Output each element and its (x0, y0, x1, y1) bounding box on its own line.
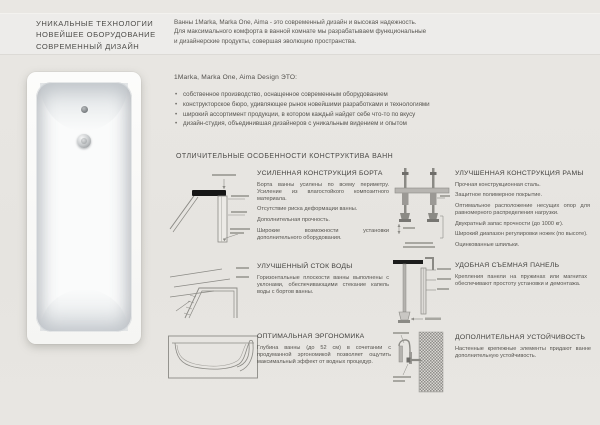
bathtub-photo (27, 72, 141, 344)
feature-text: Оцинкованные шпильки. (455, 242, 520, 249)
section-title: ОТЛИЧИТЕЛЬНЫЕ ОСОБЕННОСТИ КОНСТРУКТИВА ВАНН (176, 153, 394, 160)
list-item: • широкий ассортимент продукции, в котором каждый найдет себе что-то по вкусу (174, 110, 484, 120)
feature-title: УСИЛЕННАЯ КОНСТРУКЦИЯ БОРТА (257, 170, 383, 177)
header-left-line: СОВРЕМЕННЫЙ ДИЗАЙН (36, 41, 140, 51)
brand-intro-list (174, 90, 484, 129)
removable-panel-diagram (391, 256, 453, 330)
list-item: • дизайн-студия, объединившая дизайнеров с уникальным видением и опытом (174, 119, 484, 129)
feature-removable-panel (455, 262, 587, 291)
feature-reinforced-edge (257, 170, 389, 246)
feature-text: Крепления панели на пружинах или магнитах обеспечивают простоту установки и демонтажа. (455, 273, 587, 287)
header-intro-paragraph (174, 18, 426, 46)
feature-title: ДОПОЛНИТЕЛЬНАЯ УСТОЙЧИВОСТЬ (455, 334, 586, 341)
header-intro-line: и дизайнерские продукты, совершая эволюцию пространства. (174, 37, 357, 45)
feature-text: Горизонтальные плоскости ванны выполнены с уклонами, обеспечивающими стекание капель воды с бортов ванны. (257, 274, 389, 295)
list-item: • конструкторское бюро, удивляющее рынок новейшими разработками и технологиями (174, 100, 484, 110)
feature-stability (455, 334, 591, 363)
ergonomics-diagram (167, 331, 259, 383)
feature-text: Двукратный запас прочности (до 1000 кг). (455, 220, 564, 227)
feature-ergonomics (257, 333, 391, 369)
chrome-drain (77, 134, 91, 148)
brand-intro-title: 1Marka, Marka One, Aima Design ЭТО: (174, 74, 298, 81)
water-runoff-diagram (170, 263, 252, 321)
list-item: • собственное производство, оснащенное современным оборудованием (174, 90, 484, 100)
feature-title: УЛУЧШЕННЫЙ СТОК ВОДЫ (257, 263, 353, 270)
feature-title: УЛУЧШЕННАЯ КОНСТРУКЦИЯ РАМЫ (455, 170, 584, 177)
feature-text: Борта ванны усилены по всему периметру. Усиление из влагостойкого композитного материала. (257, 181, 389, 202)
feature-text: Глубина ванны (до 52 см) в сочетании с продуманной эргономикой позволяет ощутить максимальный эффект от водных процедур. (257, 344, 391, 365)
edge-reinforcement-diagram (168, 171, 254, 253)
feature-text: Широкий диапазон регулировки ножек (по высоте). (455, 231, 588, 238)
overflow-hole (81, 106, 88, 113)
feature-title: ОПТИМАЛЬНАЯ ЭРГОНОМИКА (257, 333, 365, 340)
header-left-title (36, 18, 156, 52)
feature-text: Настенные крепежные элементы придают ванне дополнительную устойчивость. (455, 345, 591, 359)
wall-mount-diagram (391, 330, 453, 396)
header-intro-line: Для максимального комфорта в ванной комнате мы разрабатываем функциональные (174, 28, 427, 36)
feature-text: Широкие возможности установки дополнительного оборудования. (257, 227, 389, 241)
feature-text: Отсутствие риска деформации ванны. (257, 206, 358, 213)
feature-text: Оптимальное расположение несущих опор для равномерного распределения нагрузки. (455, 202, 590, 216)
feature-text: Прочная конструкционная сталь. (455, 181, 541, 188)
brand-intro (174, 74, 484, 129)
feature-title: УДОБНАЯ СЪЕМНАЯ ПАНЕЛЬ (455, 262, 560, 269)
header-left-line: УНИКАЛЬНЫЕ ТЕХНОЛОГИИ (36, 19, 154, 28)
header-intro-line: Ванны 1Marka, Marka One, Aima - это современный дизайн и высокая надежность. (174, 19, 417, 26)
bathtub-basin (36, 82, 132, 332)
feature-water-runoff (257, 263, 389, 299)
header-left-line: НОВЕЙШЕЕ ОБОРУДОВАНИЕ (36, 30, 156, 40)
feature-frame (455, 170, 590, 253)
bathtub-foot-slope (40, 289, 128, 331)
frame-construction-diagram (393, 166, 451, 258)
feature-text: Защитное полимерное покрытие. (455, 192, 543, 199)
feature-text: Дополнительная прочность. (257, 217, 330, 224)
